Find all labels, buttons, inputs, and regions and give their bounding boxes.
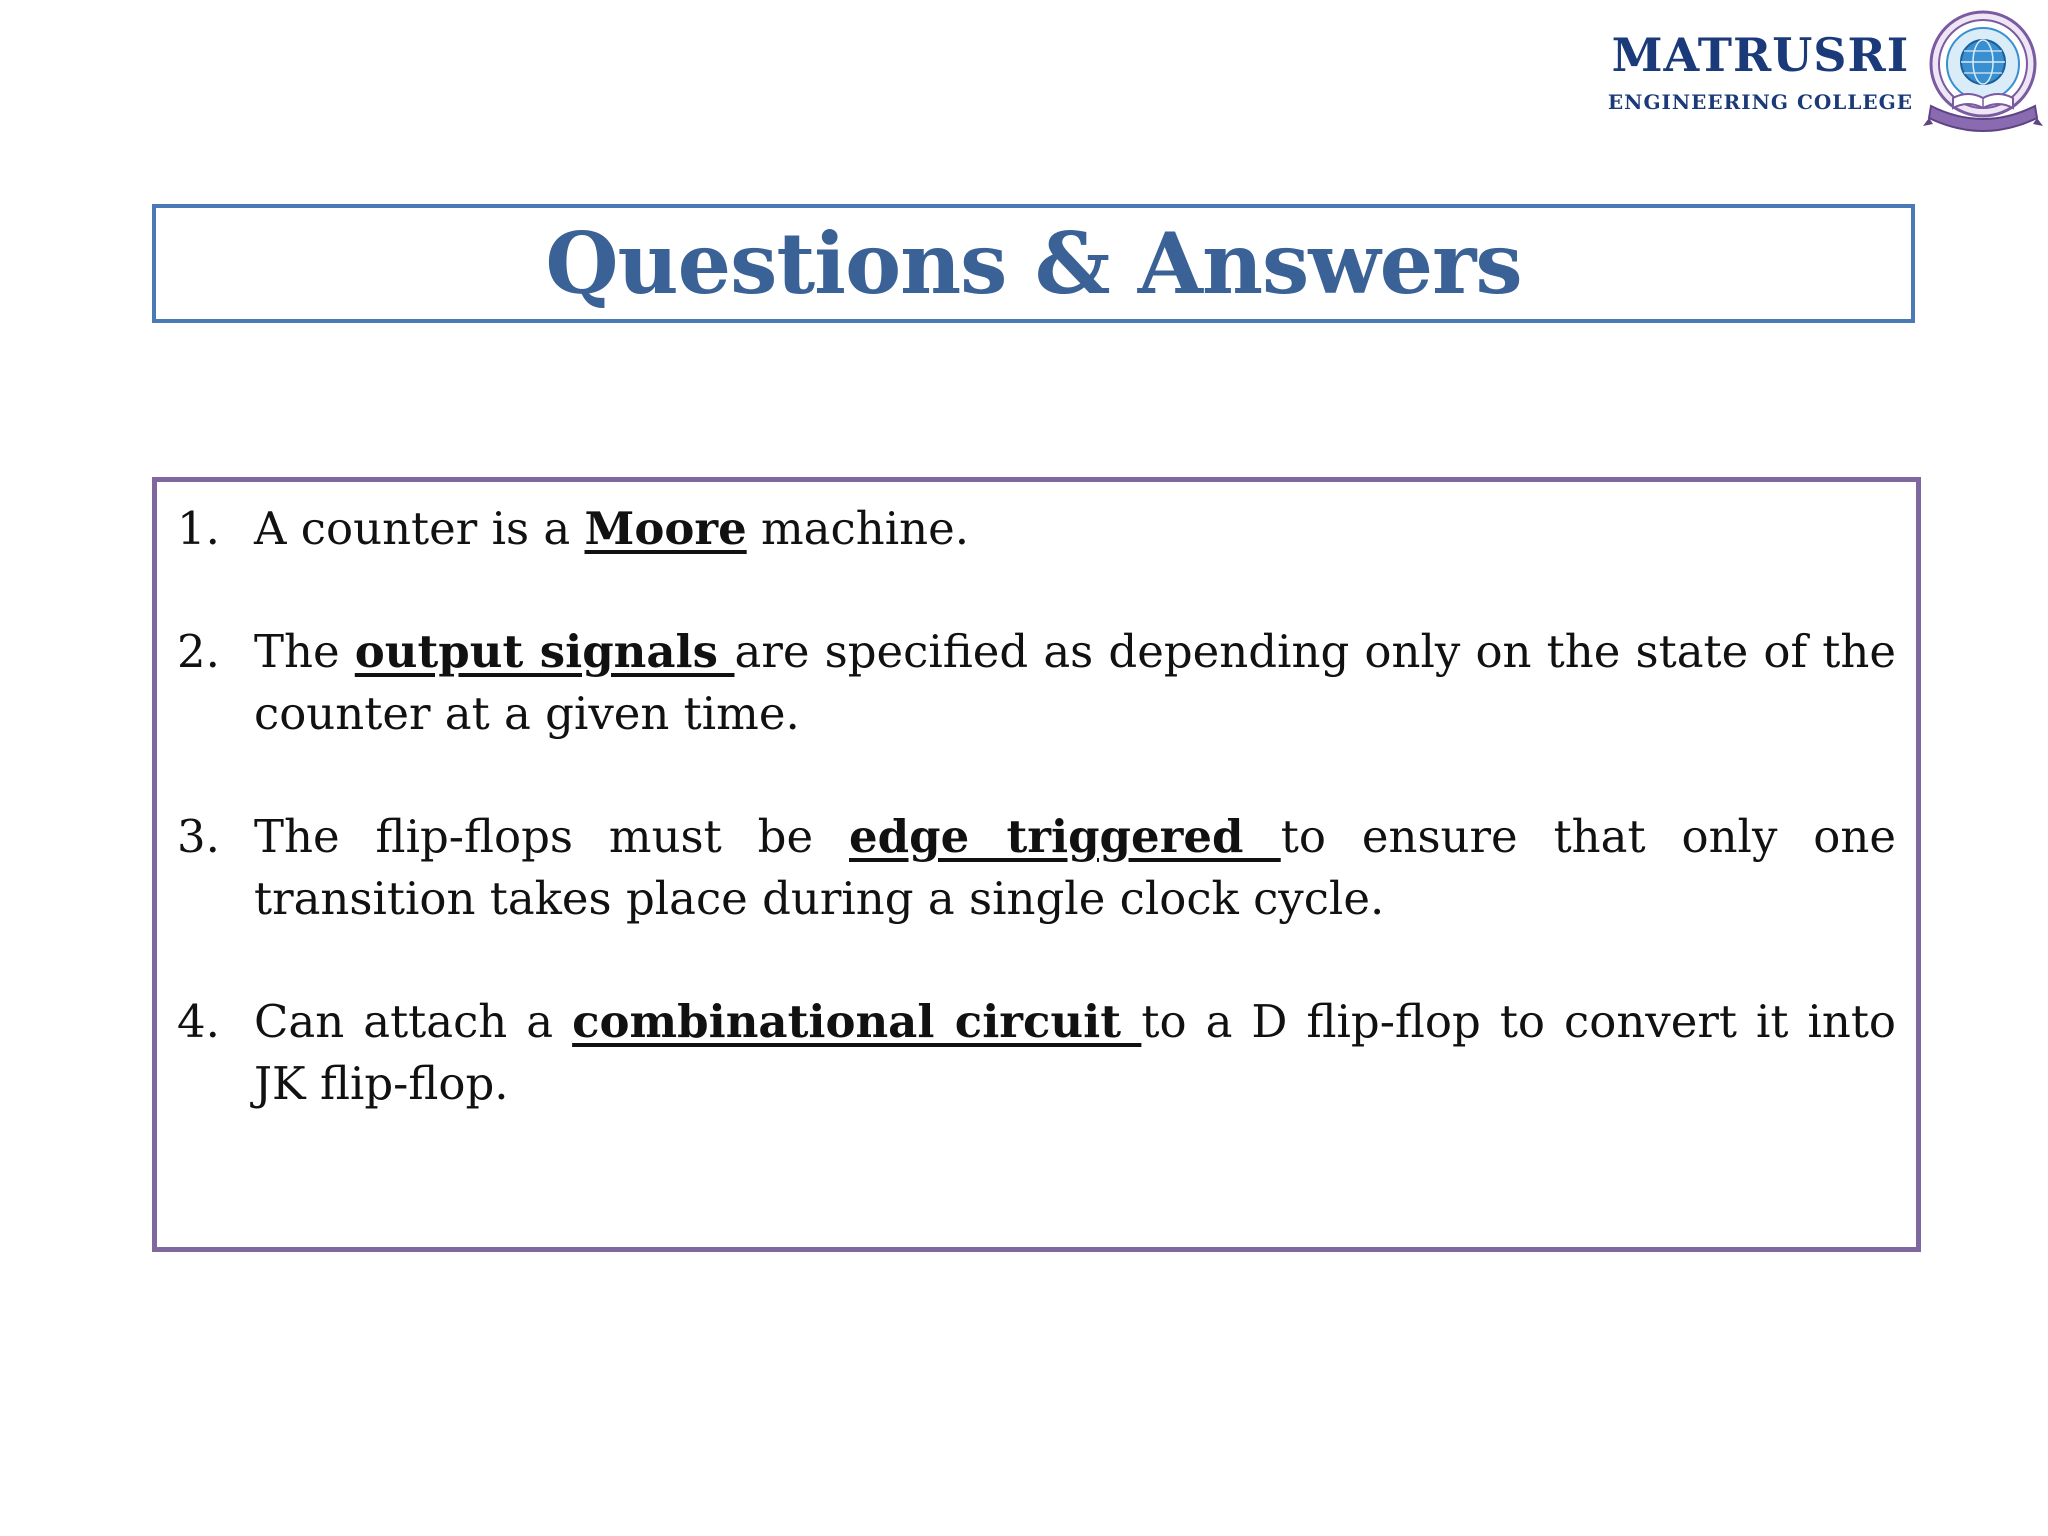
qa-item-2 [177,621,1896,745]
title-box [152,204,1915,323]
college-emblem-icon [1923,6,2043,138]
qa-text: The flip-flops must be [254,810,850,863]
college-logo [1608,6,2043,138]
qa-text: to ensure that only one transition takes place during a single clock cycle. [254,810,1896,925]
qa-text: A counter is a [254,502,585,555]
qa-text: The [254,625,355,678]
qa-keyword: combinational circuit [572,995,1142,1048]
qa-text: Can attach a [254,995,573,1048]
qa-list [177,498,1896,1115]
qa-text: are specified as depending only on the state of the counter at a given time. [254,625,1896,740]
qa-number: 2. [177,625,220,678]
qa-item-4 [177,991,1896,1115]
qa-number: 4. [177,995,220,1048]
qa-item-1 [177,498,1896,560]
qa-text: to a D flip-flop to convert it into JK flip-flop. [254,995,1896,1110]
qa-text: machine. [746,502,970,555]
logo-text [1607,28,1913,114]
qa-number: 3. [177,810,220,863]
qa-keyword: output signals [354,625,735,678]
logo-name: MATRUSRI [1611,28,1910,82]
qa-keyword: edge triggered [849,810,1281,863]
qa-item-3 [177,806,1896,930]
logo-subtitle: ENGINEERING COLLEGE [1607,90,1913,114]
qa-content-box [152,477,1921,1252]
qa-keyword: Moore [584,502,747,555]
slide-title: Questions & Answers [545,214,1522,313]
qa-number: 1. [177,502,220,555]
